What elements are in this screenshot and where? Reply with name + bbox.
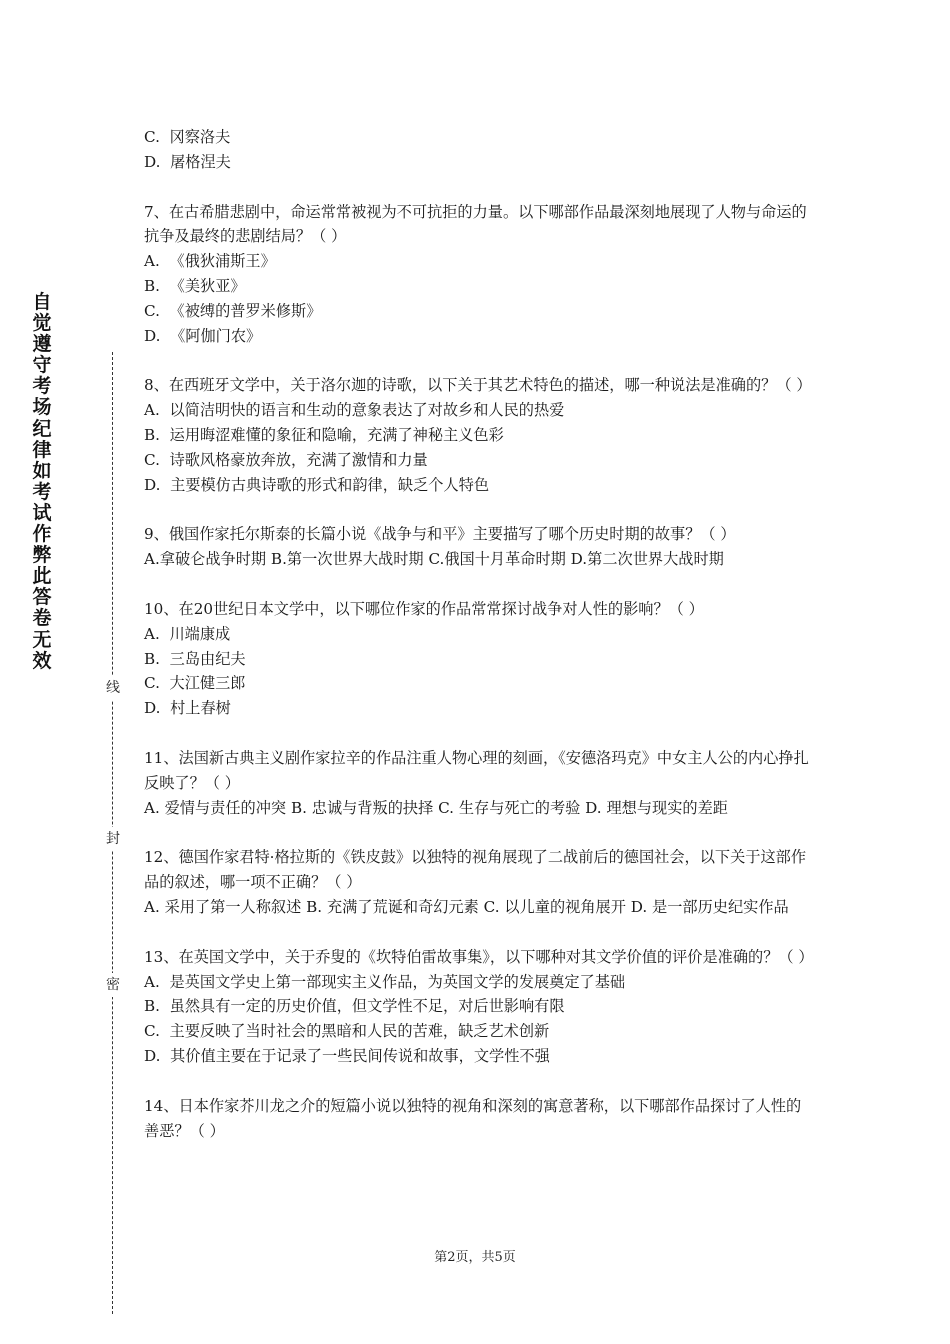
option: D. 《阿伽门农》 (144, 326, 262, 345)
option: D. 其价值主要在于记录了一些民间传说和故事，文学性不强 (144, 1046, 550, 1065)
inline-options: A. 采用了第一人称叙述 B. 充满了荒诞和奇幻元素 C. 以儿童的视角展开 D. 是一部历史纪实作品 (144, 897, 789, 916)
option: C. 《被缚的普罗米修斯》 (144, 301, 322, 320)
binding-label-mi: 密 (104, 973, 122, 997)
option: A. 以简洁明快的语言和生动的意象表达了对故乡和人民的热爱 (144, 401, 565, 420)
question-stem: 13、在英国文学中，关于乔叟的《坎特伯雷故事集》，以下哪种对其文学价值的评价是准确的？（ ） (144, 947, 814, 966)
option: D. 村上春树 (144, 699, 231, 718)
inline-options: A.拿破仑战争时期 B.第一次世界大战时期 C.俄国十月革命时期 D.第二次世界大战时期 (144, 550, 724, 569)
option: C. 诗歌风格豪放奔放，充满了激情和力量 (144, 450, 428, 469)
question-11 (144, 746, 810, 820)
exam-discipline-notice: 自觉遵守考场纪律如考试作弊此答卷无效 (32, 291, 52, 672)
question-stem: 8、在西班牙文学中，关于洛尔迦的诗歌，以下关于其艺术特色的描述，哪一种说法是准确的？（ ） (144, 376, 812, 395)
question-stem: 10、在20世纪日本文学中，以下哪位作家的作品常常探讨战争对人性的影响？（ ） (144, 599, 704, 618)
option: A. 是英国文学史上第一部现实主义作品，为英国文学的发展奠定了基础 (144, 972, 626, 991)
option: B. 运用晦涩难懂的象征和隐喻，充满了神秘主义色彩 (144, 425, 504, 444)
question-content (144, 125, 814, 1143)
question-stem: 9、俄国作家托尔斯泰的长篇小说《战争与和平》主要描写了哪个历史时期的故事？（ ） (144, 525, 736, 544)
question-stem: 14、日本作家芥川龙之介的短篇小说以独特的视角和深刻的寓意著称，以下哪部作品探讨了人性的善恶？（ ） (144, 1096, 802, 1140)
question-13 (144, 945, 814, 1069)
page-footer: 第2页，共5页 (434, 1250, 516, 1265)
question-12 (144, 845, 810, 919)
option: D. 屠格涅夫 (144, 152, 231, 171)
question-stem: 11、法国新古典主义剧作家拉辛的作品注重人物心理的刻画，《安德洛玛克》中女主人公的内心挣扎反映了？（ ） (144, 748, 809, 792)
binding-label-xian: 线 (104, 676, 122, 700)
question-8 (144, 373, 810, 497)
question-9 (144, 522, 810, 572)
inline-options: A. 爱情与责任的冲突 B. 忠诚与背叛的抉择 C. 生存与死亡的考验 D. 理想与现实的差距 (144, 798, 728, 817)
question-stem: 7、在古希腊悲剧中，命运常常被视为不可抗拒的力量。以下哪部作品最深刻地展现了人物与命运的抗争及最终的悲剧结局？（ ） (144, 202, 807, 246)
option: D. 主要模仿古典诗歌的形式和韵律，缺乏个人特色 (144, 475, 490, 494)
question-14 (144, 1094, 810, 1144)
option: A. 川端康成 (144, 624, 231, 643)
option: C. 大江健三郎 (144, 674, 246, 693)
option: B. 三岛由纪夫 (144, 649, 246, 668)
option: A. 《俄狄浦斯王》 (144, 252, 276, 271)
question-stem: 12、德国作家君特·格拉斯的《铁皮鼓》以独特的视角展现了二战前后的德国社会，以下关于这部作品的叙述，哪一项不正确？（ ） (144, 848, 807, 892)
option: B. 虽然具有一定的历史价值，但文学性不足，对后世影响有限 (144, 997, 565, 1016)
option: C. 主要反映了当时社会的黑暗和人民的苦难，缺乏艺术创新 (144, 1022, 550, 1041)
question-6-tail (144, 125, 810, 175)
option: C. 冈察洛夫 (144, 128, 231, 146)
question-10 (144, 597, 810, 721)
binding-label-feng: 封 (104, 827, 122, 851)
option: B. 《美狄亚》 (144, 276, 246, 295)
question-7 (144, 200, 810, 349)
